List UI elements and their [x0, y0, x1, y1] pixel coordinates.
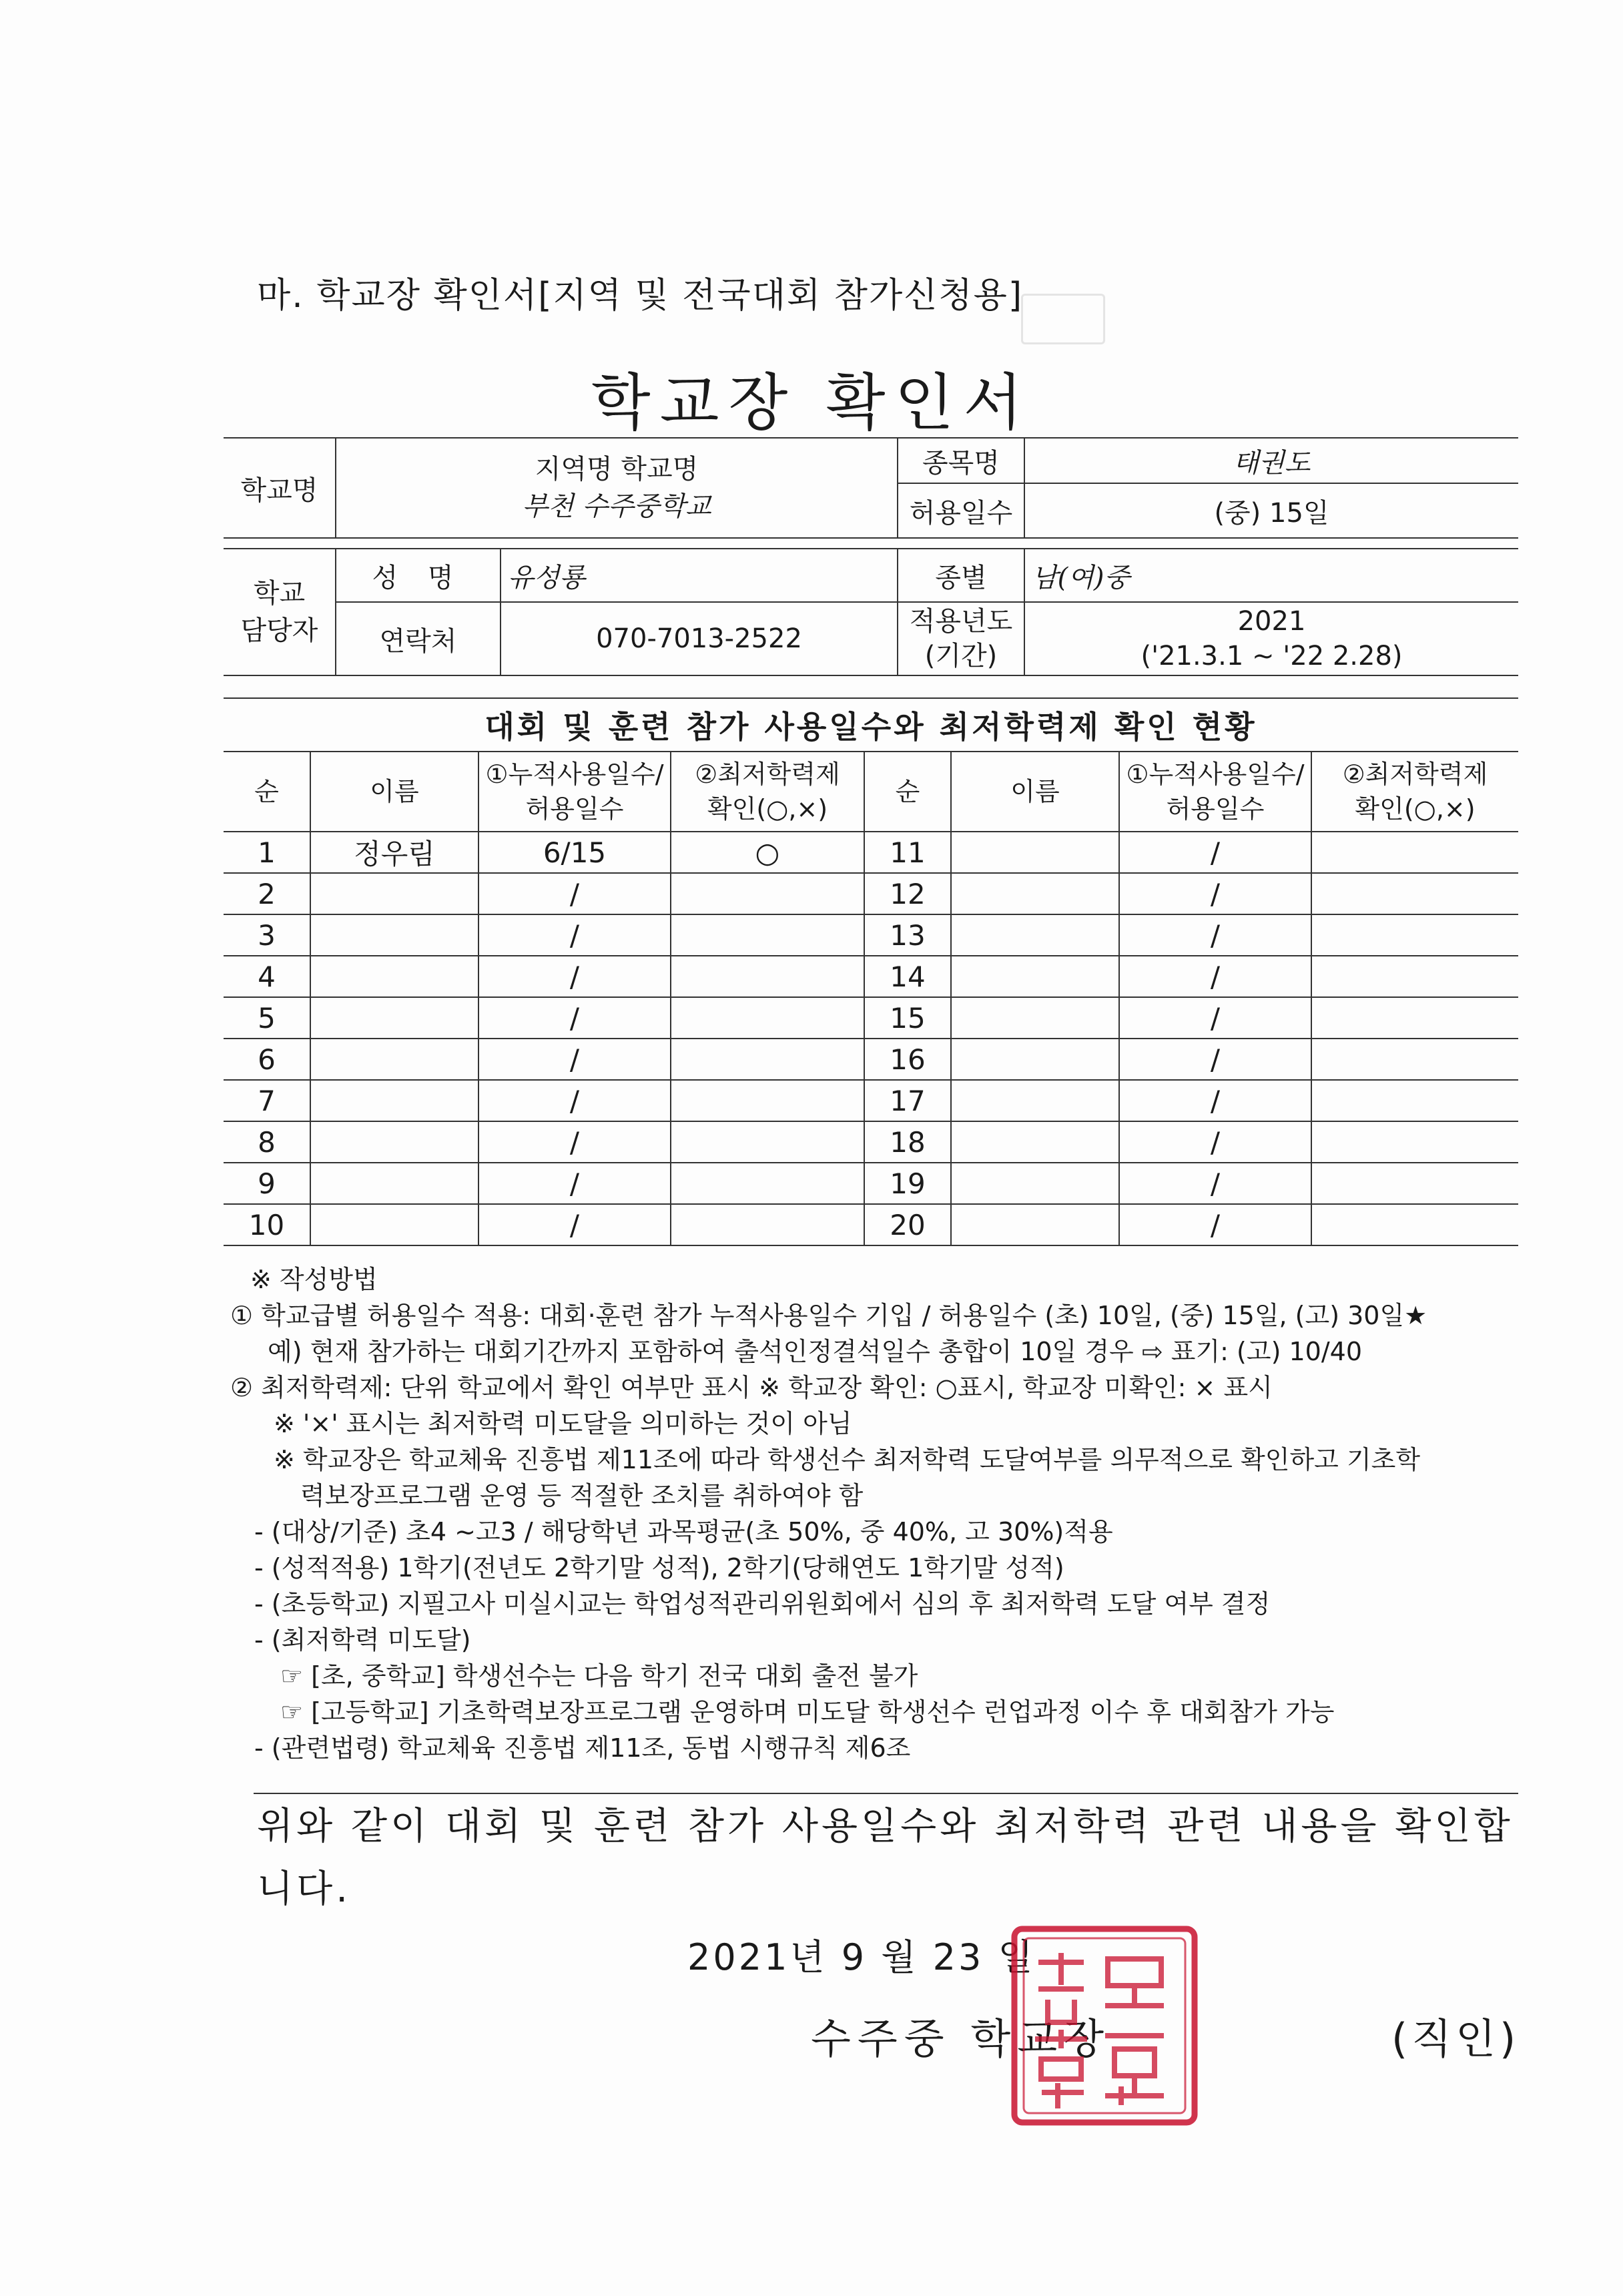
school-label: 학교명 — [224, 438, 336, 538]
row-number-cell: 17 — [864, 1080, 951, 1121]
min-academic-check-cell — [1311, 1204, 1518, 1245]
usage-days-cell: / — [1119, 832, 1311, 873]
note-2-sub-2-cont: 력보장프로그램 운영 등 적절한 조치를 취하여야 함 — [300, 1481, 864, 1510]
name-value: 유성룡 — [501, 549, 898, 602]
note-1: ① 학교급별 허용일수 적용: 대회·훈련 참가 누적사용일수 기입 / 허용일수 (초) 10일, (중) 15일, (고) 30일★ — [230, 1301, 1427, 1330]
gender-label: 종별 — [898, 549, 1024, 602]
note-grades: - (성적적용) 1학기(전년도 2학기말 성적), 2학기(당해연도 1학기말 성적) — [254, 1553, 1064, 1583]
student-name-cell — [310, 1039, 478, 1080]
row-number-cell: 14 — [864, 956, 951, 997]
student-name-cell — [951, 1121, 1119, 1163]
student-name-cell — [310, 1163, 478, 1204]
usage-row — [224, 1163, 1518, 1204]
student-name-cell — [310, 1204, 478, 1245]
usage-days-cell: / — [478, 914, 671, 956]
gender-value: 남(여)중 — [1024, 549, 1518, 602]
usage-row — [224, 997, 1518, 1039]
school-cell — [336, 438, 898, 538]
year-value: 2021 — [1237, 606, 1306, 637]
usage-row — [224, 832, 1518, 873]
usage-row — [224, 873, 1518, 914]
form-heading: 마. 학교장 확인서[지역 및 전국대회 참가신청용] — [257, 276, 1024, 316]
row-number-cell: 18 — [864, 1121, 951, 1163]
allowed-days-value: (중) 15일 — [1024, 483, 1518, 538]
row-number-cell: 4 — [224, 956, 310, 997]
usage-row — [224, 914, 1518, 956]
contact-value: 070-7013-2522 — [501, 602, 898, 675]
usage-caption: 대회 및 훈련 참가 사용일수와 최저학력제 확인 현황 — [224, 698, 1518, 752]
student-name-cell — [951, 1163, 1119, 1204]
notes-title: ※ 작성방법 — [250, 1265, 378, 1294]
note-1-example: 예) 현재 참가하는 대회기간까지 포함하여 출석인정결석일수 총합이 10일 경우 ⇨ 표기: (고) 10/40 — [268, 1337, 1363, 1366]
row-number-cell: 10 — [224, 1204, 310, 1245]
student-name-cell — [951, 1204, 1119, 1245]
min-academic-check-cell — [671, 1039, 864, 1080]
usage-days-cell: / — [478, 997, 671, 1039]
usage-days-cell: / — [478, 1080, 671, 1121]
usage-days-cell: / — [1119, 1039, 1311, 1080]
min-academic-check-cell — [1311, 832, 1518, 873]
school-value: 부천 수주중학교 — [522, 491, 711, 522]
student-name-cell — [951, 832, 1119, 873]
header-no-right: 순 — [864, 752, 951, 832]
student-name-cell — [310, 914, 478, 956]
min-academic-check-cell — [671, 956, 864, 997]
divider — [254, 1793, 1518, 1794]
year-period: ('21.3.1 ~ '22 2.28) — [1141, 641, 1403, 671]
allowed-days-label: 허용일수 — [898, 483, 1024, 538]
student-name-cell: 정우림 — [310, 832, 478, 873]
min-academic-check-cell — [1311, 997, 1518, 1039]
student-name-cell — [951, 1080, 1119, 1121]
min-academic-check-cell — [671, 1163, 864, 1204]
usage-days-cell: / — [478, 873, 671, 914]
header-min-right: ②최저학력제 확인(○,×) — [1311, 752, 1518, 832]
student-name-cell — [951, 1039, 1119, 1080]
student-name-cell — [951, 956, 1119, 997]
row-number-cell: 8 — [224, 1121, 310, 1163]
usage-days-cell: 6/15 — [478, 832, 671, 873]
row-number-cell: 12 — [864, 873, 951, 914]
row-number-cell: 6 — [224, 1039, 310, 1080]
note-2-sub-1: ※ '×' 표시는 최저학력 미도달을 의미하는 것이 아님 — [274, 1409, 852, 1438]
student-name-cell — [310, 956, 478, 997]
row-number-cell: 2 — [224, 873, 310, 914]
year-label: 적용년도 (기간) — [898, 602, 1024, 675]
seal-label: (직인) — [1391, 2014, 1520, 2063]
min-academic-check-cell — [671, 1121, 864, 1163]
row-number-cell: 19 — [864, 1163, 951, 1204]
note-elementary: - (초등학교) 지필고사 미실시교는 학업성적관리위원회에서 심의 후 최저학력 도달 여부 결정 — [254, 1589, 1271, 1619]
min-academic-check-cell — [1311, 956, 1518, 997]
note-target: - (대상/기준) 초4 ~고3 / 해당학년 과목평균(초 50%, 중 40%, 고 30%)적용 — [254, 1517, 1113, 1546]
name-label: 성 명 — [336, 549, 501, 602]
min-academic-check-cell — [671, 873, 864, 914]
usage-days-cell: / — [478, 1163, 671, 1204]
sport-label: 종목명 — [898, 438, 1024, 483]
row-number-cell: 13 — [864, 914, 951, 956]
row-number-cell: 20 — [864, 1204, 951, 1245]
min-academic-check-cell: ○ — [671, 832, 864, 873]
usage-row — [224, 1121, 1518, 1163]
usage-days-cell: / — [1119, 1163, 1311, 1204]
student-name-cell — [951, 873, 1119, 914]
sport-value: 태권도 — [1024, 438, 1518, 483]
student-name-cell — [310, 873, 478, 914]
min-academic-check-cell — [671, 1204, 864, 1245]
school-seal-stamp — [1008, 1922, 1201, 2129]
row-number-cell: 16 — [864, 1039, 951, 1080]
usage-days-cell: / — [478, 1204, 671, 1245]
student-name-cell — [310, 1121, 478, 1163]
row-number-cell: 7 — [224, 1080, 310, 1121]
usage-row — [224, 956, 1518, 997]
note-below-min: - (최저학력 미도달) — [254, 1625, 471, 1655]
row-number-cell: 1 — [224, 832, 310, 873]
min-academic-check-cell — [1311, 1039, 1518, 1080]
note-below-min-middle: ☞ [초, 중학교] 학생선수는 다음 학기 전국 대회 출전 불가 — [280, 1661, 918, 1691]
usage-days-cell: / — [1119, 997, 1311, 1039]
min-academic-check-cell — [671, 914, 864, 956]
confirmation-text: 위와 같이 대회 및 훈련 참가 사용일수와 최저학력 관련 내용을 확인합니다. — [257, 1805, 1514, 1911]
usage-days-cell: / — [1119, 1080, 1311, 1121]
usage-table — [224, 697, 1518, 1246]
usage-days-cell: / — [478, 956, 671, 997]
note-law: - (관련법령) 학교체육 진흥법 제11조, 동법 시행규칙 제6조 — [254, 1733, 911, 1763]
header-no-left: 순 — [224, 752, 310, 832]
header-days-right: ①누적사용일수/ 허용일수 — [1119, 752, 1311, 832]
row-number-cell: 11 — [864, 832, 951, 873]
school-region-label: 지역명 학교명 — [535, 454, 699, 485]
usage-days-cell: / — [478, 1121, 671, 1163]
header-name-right: 이름 — [951, 752, 1119, 832]
usage-days-cell: / — [1119, 914, 1311, 956]
min-academic-check-cell — [1311, 914, 1518, 956]
header-name-left: 이름 — [310, 752, 478, 832]
min-academic-check-cell — [671, 1080, 864, 1121]
note-2-sub-2: ※ 학교장은 학교체육 진흥법 제11조에 따라 학생선수 최저학력 도달여부를 의무적으로 확인하고 기초학 — [274, 1445, 1421, 1474]
header-days-left: ①누적사용일수/ 허용일수 — [478, 752, 671, 832]
usage-row — [224, 1039, 1518, 1080]
row-number-cell: 3 — [224, 914, 310, 956]
student-name-cell — [951, 914, 1119, 956]
row-number-cell: 15 — [864, 997, 951, 1039]
note-2: ② 최저학력제: 단위 학교에서 확인 여부만 표시 ※ 학교장 확인: ○표시, 학교장 미확인: × 표시 — [230, 1373, 1273, 1402]
faint-stamp-mark — [1021, 294, 1105, 344]
usage-days-cell: / — [1119, 1121, 1311, 1163]
issue-date: 2021년 9 월 23 일 — [687, 1936, 1036, 1978]
contact-label: 연락처 — [336, 602, 501, 675]
min-academic-check-cell — [1311, 873, 1518, 914]
principal-name: 수주중 학교장 — [811, 2014, 1111, 2063]
student-name-cell — [310, 1080, 478, 1121]
manager-label: 학교 담당자 — [224, 549, 336, 675]
year-cell — [1024, 602, 1518, 675]
student-name-cell — [310, 997, 478, 1039]
min-academic-check-cell — [1311, 1121, 1518, 1163]
min-academic-check-cell — [1311, 1080, 1518, 1121]
row-number-cell: 5 — [224, 997, 310, 1039]
notes-section — [230, 1261, 1532, 1766]
student-name-cell — [951, 997, 1119, 1039]
min-academic-check-cell — [1311, 1163, 1518, 1204]
usage-days-cell: / — [1119, 873, 1311, 914]
usage-row — [224, 1080, 1518, 1121]
note-below-min-high: ☞ [고등학교] 기초학력보장프로그램 운영하며 미도달 학생선수 런업과정 이수 후 대회참가 가능 — [280, 1697, 1335, 1727]
page-title: 학교장 확인서 — [591, 367, 1032, 439]
usage-row — [224, 1204, 1518, 1245]
school-info-table — [224, 437, 1518, 676]
usage-days-cell: / — [478, 1039, 671, 1080]
usage-days-cell: / — [1119, 956, 1311, 997]
usage-days-cell: / — [1119, 1204, 1311, 1245]
row-number-cell: 9 — [224, 1163, 310, 1204]
header-min-left: ②최저학력제 확인(○,×) — [671, 752, 864, 832]
min-academic-check-cell — [671, 997, 864, 1039]
